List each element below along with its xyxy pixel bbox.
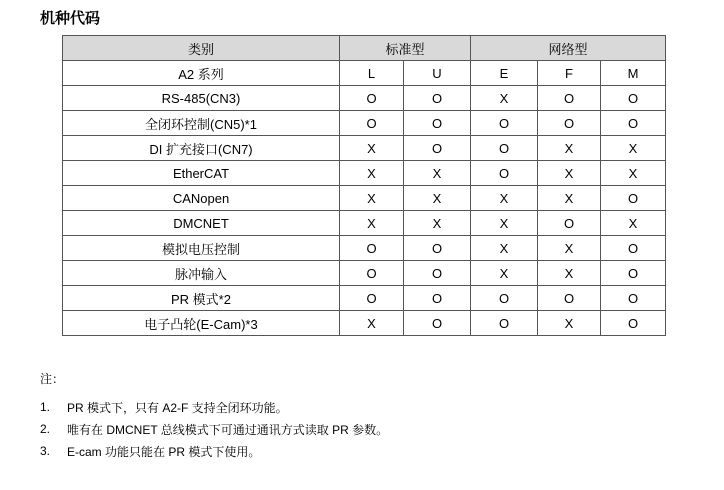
support-cell: O: [404, 236, 471, 261]
row-label: 全闭环控制(CN5)*1: [63, 111, 340, 136]
support-cell: O: [404, 311, 471, 336]
table-row: [63, 211, 666, 236]
page-title: 机种代码: [40, 10, 101, 27]
support-cell: O: [601, 86, 666, 111]
row-label: 模拟电压控制: [63, 236, 340, 261]
support-cell: O: [340, 286, 404, 311]
support-cell: X: [340, 136, 404, 161]
row-label: A2 系列: [63, 61, 340, 86]
support-cell: O: [601, 261, 666, 286]
support-cell: O: [601, 286, 666, 311]
support-cell: O: [538, 86, 601, 111]
table-row: [63, 286, 666, 311]
support-cell: X: [404, 161, 471, 186]
support-cell: X: [538, 311, 601, 336]
header-group-standard: 标准型: [340, 36, 471, 61]
model-code-cell: U: [404, 61, 471, 86]
support-cell: O: [601, 186, 666, 211]
support-cell: O: [404, 286, 471, 311]
support-cell: X: [538, 161, 601, 186]
support-cell: O: [538, 286, 601, 311]
support-cell: X: [340, 311, 404, 336]
note-item: [40, 418, 388, 440]
model-code-cell: E: [471, 61, 538, 86]
table-row: [63, 86, 666, 111]
support-cell: O: [340, 86, 404, 111]
note-text: E-cam 功能只能在 PR 模式下使用。: [67, 444, 261, 459]
row-label: DI 扩充接口(CN7): [63, 136, 340, 161]
support-cell: X: [601, 211, 666, 236]
table-header-row: [63, 36, 666, 61]
support-cell: O: [471, 161, 538, 186]
support-cell: X: [538, 186, 601, 211]
support-cell: O: [471, 311, 538, 336]
support-cell: O: [601, 111, 666, 136]
model-code-row: [63, 61, 666, 86]
row-label: DMCNET: [63, 211, 340, 236]
notes-label: 注：: [40, 372, 65, 386]
support-cell: X: [471, 211, 538, 236]
header-group-network: 网络型: [471, 36, 666, 61]
note-item: [40, 440, 388, 462]
table-row: [63, 261, 666, 286]
support-cell: X: [471, 86, 538, 111]
row-label: EtherCAT: [63, 161, 340, 186]
support-cell: O: [404, 136, 471, 161]
table-row: [63, 136, 666, 161]
support-cell: X: [471, 186, 538, 211]
support-cell: X: [538, 261, 601, 286]
support-cell: O: [340, 236, 404, 261]
support-cell: X: [404, 211, 471, 236]
support-cell: O: [538, 111, 601, 136]
table-row: [63, 111, 666, 136]
support-cell: X: [471, 261, 538, 286]
support-cell: O: [340, 111, 404, 136]
support-cell: X: [340, 161, 404, 186]
row-label: RS-485(CN3): [63, 86, 340, 111]
model-code-table: [62, 35, 666, 336]
note-number: 2.: [40, 422, 51, 436]
model-code-cell: L: [340, 61, 404, 86]
support-cell: O: [601, 311, 666, 336]
support-cell: X: [340, 186, 404, 211]
row-label: 电子凸轮(E-Cam)*3: [63, 311, 340, 336]
support-cell: O: [404, 111, 471, 136]
table-row: [63, 186, 666, 211]
notes-section: [40, 370, 388, 462]
support-cell: X: [538, 236, 601, 261]
note-text: PR 模式下，只有 A2-F 支持全闭环功能。: [67, 400, 288, 415]
support-cell: O: [340, 261, 404, 286]
model-code-cell: F: [538, 61, 601, 86]
model-code-cell: M: [601, 61, 666, 86]
row-label: CANopen: [63, 186, 340, 211]
row-label: PR 模式*2: [63, 286, 340, 311]
support-cell: O: [404, 86, 471, 111]
support-cell: X: [601, 161, 666, 186]
support-cell: O: [538, 211, 601, 236]
support-cell: O: [404, 261, 471, 286]
note-item: [40, 396, 388, 418]
support-cell: X: [601, 136, 666, 161]
support-cell: X: [538, 136, 601, 161]
support-cell: X: [471, 236, 538, 261]
support-cell: X: [340, 211, 404, 236]
table-row: [63, 161, 666, 186]
table-row: [63, 311, 666, 336]
note-number: 3.: [40, 444, 51, 458]
support-cell: O: [471, 111, 538, 136]
support-cell: O: [471, 136, 538, 161]
table-row: [63, 236, 666, 261]
support-cell: X: [404, 186, 471, 211]
support-cell: O: [471, 286, 538, 311]
note-number: 1.: [40, 400, 51, 414]
row-label: 脉冲输入: [63, 261, 340, 286]
header-category: 类别: [63, 36, 340, 61]
note-text: 唯有在 DMCNET 总线模式下可通过通讯方式读取 PR 参数。: [67, 422, 389, 437]
support-cell: O: [601, 236, 666, 261]
